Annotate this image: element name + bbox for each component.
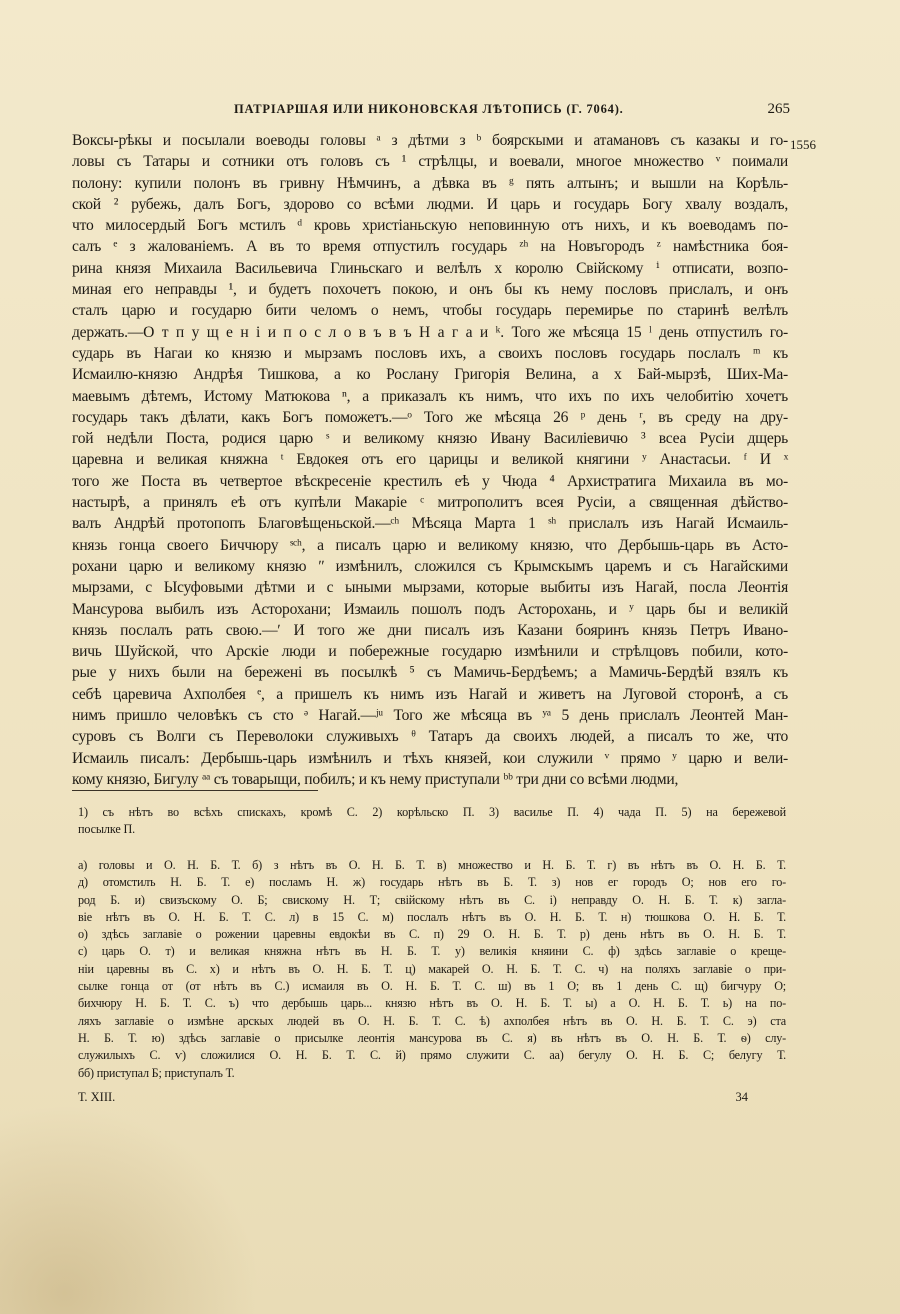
variant-readings	[78, 857, 786, 1082]
page-number: 265	[767, 101, 790, 117]
text-line: миная его неправды ¹, и будетъ похочетъ покою, и онъ бы къ нему пословъ прислалъ, и онъ	[72, 281, 788, 299]
text-line: рые у нихъ были на бережені въ посылкѣ ⁵ съ Мамичь-Бердѣемъ; а Мамичь-Бердѣй взялъ къ	[72, 664, 788, 682]
sheet-footer	[78, 1090, 748, 1110]
text-line: ловы съ Татары и сотники отъ головъ съ ¹ стрѣлцы, и воевали, многое множество ᵛ поимали	[72, 153, 788, 171]
variant-line: ніи царевны въ С. х) и нѣтъ въ О. Н. Б. Т. ц) макарей О. Н. Б. Т. С. ч) на поляхъ заглавіе о при-	[78, 961, 786, 976]
text-line: ской ² рубежь, далъ Богъ, здорово со всѣми людми. И царь и государь Богу хвалу воздалъ,	[72, 195, 788, 213]
text-line: суровъ съ Волги съ Переволоки служивыхъ ᶿ Татаръ да своихъ людей, а писалъ то же, что	[72, 728, 788, 746]
text-line: Воксы-рѣкы и посылали воеводы головы ᵃ з дѣтми з ᵇ боярскыми и атамановъ съ казакы и го-	[72, 132, 788, 149]
text-line: себѣ царевича Ахполбея ᵉ, а пришелъ къ нимъ изъ Нагай и живетъ на Луговой сторонѣ, а съ	[72, 685, 788, 703]
variant-line: с) царь О. т) и великая княжна нѣтъ въ Н. Б. Т. у) великія княини С. ф) здѣсь заглавіе о креще-	[78, 944, 786, 959]
text-line: держать.—О т п у щ е н і и п о с л о в ъ в ъ Н а г а и ᵏ. Того же мѣсяца 15 ˡ день отпустилъ го-	[72, 323, 788, 341]
variant-line: бихчюру Н. Б. Т. С. ъ) что дербышь царь... князю нѣтъ въ О. Н. Б. Т. ы) а О. Н. Б. Т. ь) на по-	[78, 996, 786, 1011]
text-line: Исмаиль писалъ: Дербышь-царь измѣнилъ и тѣхъ князей, кои служили ᵛ прямо ʸ царю и вели-	[72, 749, 788, 767]
volume-label: Т. XIII.	[78, 1090, 116, 1104]
text-line: Мансурова выбилъ изъ Асторохани; Измаиль пошолъ подъ Асторохань, и ʸ царь бы и великій	[72, 600, 788, 618]
chronicle-text	[72, 130, 788, 790]
text-line: вичь Шуйской, что Арскіе люди и побережные государю измѣнили и стрѣлцовъ побили, кото-	[72, 643, 788, 661]
paper-stain	[0, 1104, 260, 1314]
text-line: что милосердый Богъ мстилъ ᵈ кровь христіаньскую неповинную отъ нихъ, и къ воеводамъ по-	[72, 217, 788, 235]
variant-line: віе нѣтъ въ О. Н. Б. Т. С. л) в 15 С. м) послалъ нѣтъ въ О. Н. Б. Т. н) тюшкова О. Н. Б. Т.	[78, 909, 786, 924]
text-line: рохани царю и великому князю ʺ измѣнилъ, сложился съ Крымскымъ царемъ и съ Нагайскими	[72, 557, 788, 575]
text-line: нимъ пришло человѣкъ съ сто ᵊ Нагай.—ʲᵘ Того же мѣсяца въ ʸᵃ 5 день прислалъ Леонтей Ман-	[72, 707, 788, 725]
margin-year-note: 1556	[790, 137, 816, 152]
text-line: настырѣ, а принялъ еѣ отъ купѣли Макаріе ᶜ митрополитъ всея Русіи, а священная дѣйство-	[72, 494, 788, 512]
footnotes	[78, 804, 786, 838]
text-line: того же Поста въ четвертое вѣскресеніе крестилъ еѣ у Чюда ⁴ Архистратига Михаила въ мо-	[72, 472, 788, 490]
text-line: мырзами, с Ысуфовыми дѣтми и с ыными мырзами, которые выбиты изъ Нагай, посла Леонтія	[72, 579, 788, 597]
footnote-line: посылке П.	[78, 822, 136, 836]
variant-line: сылке гонца от (от нѣтъ въ С.) исмаиля въ О. Н. Б. Т. С. ш) въ 1 О; въ 1 день С. щ) бигчуру О;	[78, 979, 786, 994]
text-line: полону: купили полонъ въ гривну Нѣмчинъ, а дѣвка въ ᵍ пять алтынъ; и вышли на Корѣль-	[72, 174, 788, 192]
running-title: ПАТРІАРШАЯ ИЛИ НИКОНОВСКАЯ ЛѢТОПИСЬ (Г. 7064).	[234, 102, 624, 116]
running-header	[72, 101, 790, 123]
text-line: валъ Андрѣй протопопъ Благовѣщеньской.—ᶜʰ Мѣсяца Марта 1 ˢʰ прислалъ изъ Нагай Исмаиль-	[72, 515, 788, 533]
variant-line: Н. Б. Т. ю) здѣсь заглавіе о присылке леонтія мансурова въ С. я) въ нѣтъ въ О. Н. Б. Т. ѳ) слу-	[78, 1030, 786, 1045]
text-line: царевна и великая княжна ᵗ Евдокея отъ его царицы и великой княгини ʸ Анастасьи. ᶠ И ˣ	[72, 451, 788, 469]
footnote-rule	[72, 790, 318, 791]
text-line: кому князю, Бигулу ᵃᵃ съ товарыщи, побилъ; и къ нему приступали ᵇᵇ три дни со всѣми людми,	[72, 770, 679, 788]
text-line: салъ ᵉ з жалованіемъ. А въ то время отпустилъ государь ᶻʰ на Новъгородъ ᶻ намѣстника боя-	[72, 238, 788, 256]
text-line: сталъ царю и государю бити челомъ о немъ, чтобы государь перемирье по старинѣ велѣлъ	[72, 302, 788, 320]
text-line: гой недѣли Поста, родися царю ˢ и великому князю Ивану Василіевичю ³ всеа Русіи дщерь	[72, 430, 788, 448]
footnote-line: 1) съ нѣтъ во всѣхъ спискахъ, кромѣ С. 2) корѣльско П. 3) василье П. 4) чада П. 5) на бережевой	[78, 805, 786, 819]
variant-line: д) отомстилъ Н. Б. Т. е) посламъ Н. ж) государь нѣтъ въ Б. Т. з) нов ег городъ О; нов его го-	[78, 875, 786, 890]
variant-line: ляхъ заглавіе о измѣне арскых людей въ О. Н. Б. Т. С. ѣ) ахполбея нѣтъ въ О. Н. Б. Т. С. э) ста	[78, 1013, 786, 1028]
text-line: рина князя Михаила Васильевича Глиньскаго и велѣлъ х королю Свійскому ⁱ отписати, возпо-	[72, 259, 788, 277]
variant-line: служилыхъ С. ѵ) сложилися О. Н. Б. Т. С. й) прямо служити С. аа) бегулу О. Н. Б. С; белугу Т.	[78, 1048, 786, 1063]
text-line: сударь въ Нагаи ко князю и мырзамъ пословъ ихъ, а своихъ пословъ государь послалъ ᵐ къ	[72, 344, 788, 362]
signature-number: 34	[735, 1090, 748, 1104]
text-line: государь такъ дѣлати, какъ Богъ поможетъ.—ᵒ Того же мѣсяца 26 ᵖ день ʳ, въ среду на дру-	[72, 408, 788, 426]
variant-line: о) здѣсь заглавіе о рожении царевны евдокѣи въ С. п) 29 О. Н. Б. Т. р) день нѣтъ въ О. Н. Б. Т.	[78, 927, 786, 942]
text-line: князь гонца своего Биччюру ˢᶜʰ, а писалъ царю и великому князю, что Дербышь-царь въ Асто-	[72, 536, 788, 554]
text-line: князь послалъ рать свою.—ʹ И того же дни писалъ изъ Казани бояринъ князь Петръ Ивано-	[72, 621, 788, 639]
variant-line: род Б. и) свизъскому О. Б; свискому Н. Т; свійскому нѣтъ въ С. і) неправду О. Н. Б. Т. к) загла-	[78, 892, 786, 907]
text-line: маевымъ дѣтемъ, Истому Матюкова ⁿ, а приказалъ къ нимъ, что ихъ по ихъ челобитію хочетъ	[72, 387, 788, 405]
variant-line: бб) приступал Б; приступалъ Т.	[78, 1065, 235, 1080]
variant-line: а) головы и О. Н. Б. Т. б) з нѣтъ въ О. Н. Б. Т. в) множество и Н. Б. Т. г) въ нѣтъ въ О. Н. Б. Т.	[78, 858, 786, 872]
text-line: Исмаилю-князю Андрѣя Тишкова, а ко Рослану Григорія Велина, а х Бай-мырзѣ, Ших-Ма-	[72, 366, 788, 384]
